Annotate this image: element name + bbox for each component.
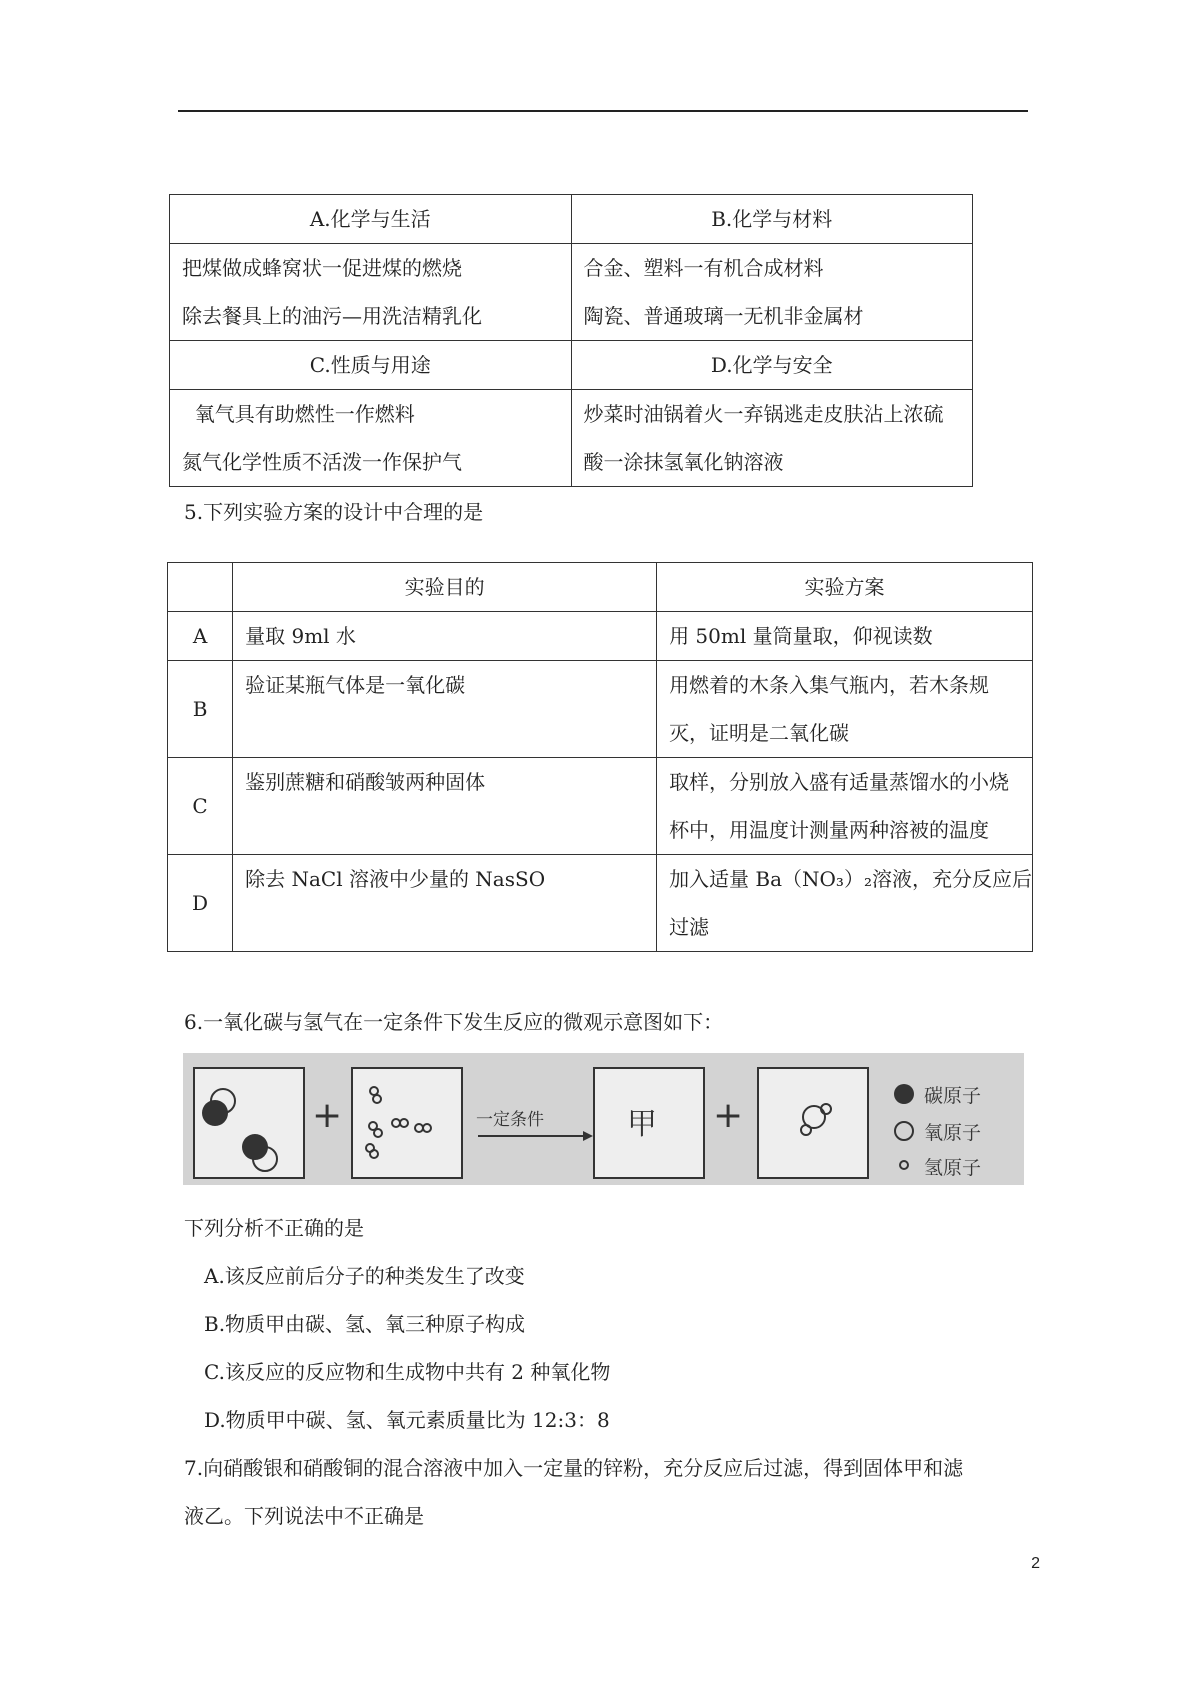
table-header-plan: 实验方案: [657, 563, 1033, 612]
row-plan: 用燃着的木条入集气瓶内，若木条规 灭，证明是二氧化碳: [657, 661, 1033, 758]
question-6-stem: 6.一氧化碳与氢气在一定条件下发生反应的微观示意图如下：: [184, 1010, 724, 1034]
row-letter: D: [168, 855, 233, 952]
row-goal: 量取 9ml 水: [233, 612, 657, 661]
page-number: 2: [1031, 1555, 1040, 1572]
question-6-prompt: 下列分析不正确的是: [184, 1216, 364, 1240]
row-letter: B: [168, 661, 233, 758]
question-7-line-1: 7.向硝酸银和硝酸铜的混合溶液中加入一定量的锌粉，充分反应后过滤，得到固体甲和滤: [184, 1456, 964, 1480]
table-row: [170, 244, 973, 341]
table-row: [170, 390, 973, 487]
option-c: C.该反应的反应物和生成物中共有 2 种氧化物: [204, 1360, 611, 1384]
table-row: [170, 341, 973, 390]
option-a: A.该反应前后分子的种类发生了改变: [204, 1264, 525, 1288]
row-plan: 用 50ml 量筒量取，仰视读数: [657, 612, 1033, 661]
molecule-drawings: [183, 1053, 1024, 1185]
table-cell: C.性质与用途: [170, 341, 572, 390]
table-cell: 合金、塑料一有机合成材料 陶瓷、普通玻璃一无机非金属材: [571, 244, 973, 341]
table-cell: D.化学与安全: [571, 341, 973, 390]
q5-experiment-table: [167, 562, 1033, 952]
table-cell: 炒菜时油锅着火一弃锅逃走皮肤沾上浓硫 酸一涂抹氢氧化钠溶液: [571, 390, 973, 487]
option-b: B.物质甲由碳、氢、氧三种原子构成: [204, 1312, 526, 1336]
legend-carbon: 碳原子: [924, 1085, 982, 1107]
table-row: [168, 855, 1033, 952]
legend-oxygen: 氧原子: [924, 1122, 982, 1144]
question-7-line-2: 液乙。下列说法中不正确是: [184, 1504, 424, 1528]
header-rule: [178, 110, 1028, 112]
table-row: [168, 612, 1033, 661]
reaction-diagram: [183, 1053, 1024, 1185]
row-goal: 验证某瓶气体是一氧化碳: [233, 661, 657, 758]
row-plan: 取样，分别放入盛有适量蒸馏水的小烧 杯中，用温度计测量两种溶被的温度: [657, 758, 1033, 855]
row-letter: C: [168, 758, 233, 855]
question-5-stem: 5.下列实验方案的设计中合理的是: [184, 500, 484, 524]
table-header-goal: 实验目的: [233, 563, 657, 612]
table-cell: 把煤做成蜂窝状一促进煤的燃烧 除去餐具上的油污—用洗洁精乳化: [170, 244, 572, 341]
table-row: [170, 195, 973, 244]
plus-sign: +: [713, 1095, 744, 1136]
plus-sign: +: [312, 1095, 343, 1136]
table-row: [168, 758, 1033, 855]
table-cell: B.化学与材料: [571, 195, 973, 244]
table-cell: 氧气具有助燃性一作燃料 氮气化学性质不活泼一作保护气: [170, 390, 572, 487]
row-plan: 加入适量 Ba（NO₃）₂溶液，充分反应后 过滤: [657, 855, 1033, 952]
table-cell: [168, 563, 233, 612]
row-goal: 除去 NaCl 溶液中少量的 NasSO: [233, 855, 657, 952]
table-row: [168, 661, 1033, 758]
row-goal: 鉴别蔗糖和硝酸皱两种固体: [233, 758, 657, 855]
option-d: D.物质甲中碳、氢、氧元素质量比为 12:3：8: [204, 1408, 610, 1432]
q4-options-table: [169, 194, 973, 487]
condition-label: 一定条件: [476, 1110, 544, 1130]
legend-hydrogen: 氢原子: [924, 1157, 982, 1179]
table-header-row: [168, 563, 1033, 612]
row-letter: A: [168, 612, 233, 661]
product-jia-label: 甲: [627, 1107, 657, 1142]
table-cell: A.化学与生活: [170, 195, 572, 244]
